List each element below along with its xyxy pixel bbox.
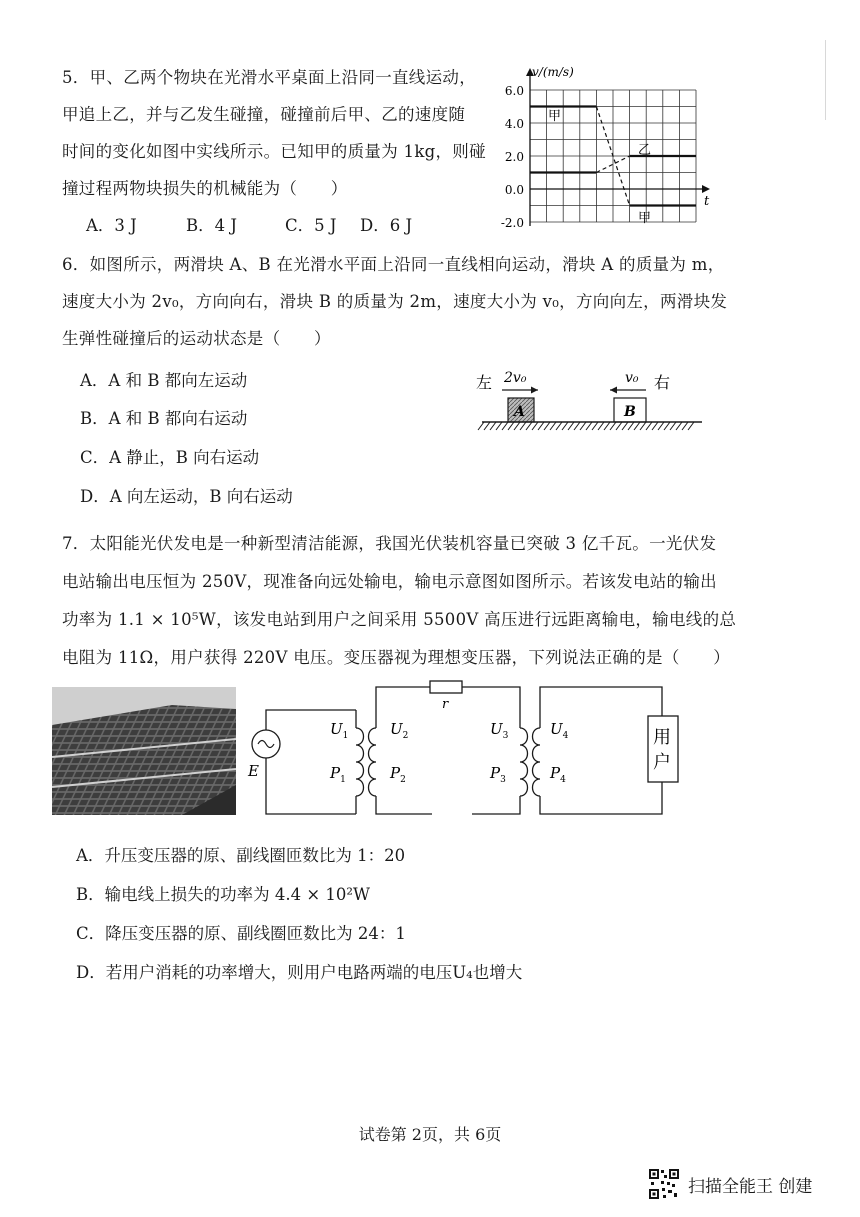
velocity-time-chart bbox=[470, 62, 720, 237]
hatch-mark bbox=[646, 422, 652, 430]
coil bbox=[369, 728, 377, 796]
y-tick-label: -2.0 bbox=[500, 216, 524, 230]
x-axis-label: t bbox=[704, 194, 710, 209]
q6-option-d: D．A 向左运动，B 向右运动 bbox=[80, 487, 293, 506]
hatch-mark bbox=[628, 422, 634, 430]
label-u4: $U_4$ bbox=[550, 720, 569, 741]
ground-hatch bbox=[478, 422, 694, 430]
hatch-mark bbox=[526, 422, 532, 430]
chart-axes bbox=[526, 68, 710, 226]
chart-ticks bbox=[501, 84, 524, 230]
q5-option-b: B．4 J bbox=[186, 216, 237, 235]
x-axis-arrow bbox=[702, 185, 710, 193]
hatch-mark bbox=[682, 422, 688, 430]
hatch-mark bbox=[604, 422, 610, 430]
hatch-mark bbox=[514, 422, 520, 430]
hatch-mark bbox=[568, 422, 574, 430]
q5-line-4: 撞过程两物块损失的机械能为（ ） bbox=[62, 179, 348, 198]
hatch-mark bbox=[616, 422, 622, 430]
label-right: 右 bbox=[654, 373, 671, 392]
resistor-label: r bbox=[442, 697, 449, 712]
q5-option-d: D．6 J bbox=[360, 216, 413, 235]
y-axis-label: v/(m/s) bbox=[532, 65, 574, 79]
user-label-bottom: 户 bbox=[653, 752, 671, 773]
label-u1: $U_1$ bbox=[330, 720, 349, 741]
hatch-mark bbox=[598, 422, 604, 430]
hatch-mark bbox=[586, 422, 592, 430]
y-tick-label: 0.0 bbox=[504, 183, 524, 197]
label-u3: $U_3$ bbox=[490, 720, 509, 741]
hatch-mark bbox=[688, 422, 694, 430]
hatch-mark bbox=[658, 422, 664, 430]
hatch-mark bbox=[520, 422, 526, 430]
solar-panel-photo bbox=[52, 687, 236, 815]
q5-line-3: 时间的变化如图中实线所示。已知甲的质量为 1kg，则碰 bbox=[62, 142, 486, 161]
block-a-label: A bbox=[514, 404, 525, 420]
hatch-mark bbox=[670, 422, 676, 430]
q5-option-a: A．3 J bbox=[86, 216, 137, 235]
q5-line-1: 5．甲、乙两个物块在光滑水平桌面上沿同一直线运动， bbox=[62, 68, 476, 87]
y-tick-label: 4.0 bbox=[504, 117, 524, 131]
hatch-mark bbox=[610, 422, 616, 430]
hatch-mark bbox=[490, 422, 496, 430]
series-label-jia: 甲 bbox=[548, 109, 562, 124]
q6-line-2: 速度大小为 2v₀，方向向右，滑块 B 的质量为 2m，速度大小为 v₀，方向向左，两滑块发 bbox=[62, 292, 728, 311]
q7-option-c: C．降压变压器的原、副线圈匝数比为 24：1 bbox=[76, 924, 406, 943]
coil bbox=[533, 728, 541, 796]
velocity-a-label: 2v₀ bbox=[504, 370, 527, 386]
hatch-mark bbox=[574, 422, 580, 430]
block-b-label: B bbox=[624, 404, 636, 420]
hatch-mark bbox=[508, 422, 514, 430]
label-p4: $P_4$ bbox=[550, 764, 566, 785]
hatch-mark bbox=[496, 422, 502, 430]
series-label-jia-end: 甲 bbox=[638, 211, 652, 226]
hatch-mark bbox=[640, 422, 646, 430]
q7-option-d: D．若用户消耗的功率增大，则用户电路两端的电压U₄也增大 bbox=[76, 963, 523, 982]
hatch-mark bbox=[556, 422, 562, 430]
hatch-mark bbox=[676, 422, 682, 430]
q7-option-b: B．输电线上损失的功率为 4.4 × 10²W bbox=[76, 885, 370, 904]
q6-option-b: B．A 和 B 都向右运动 bbox=[80, 409, 248, 428]
label-left: 左 bbox=[476, 373, 493, 392]
scanner-watermark bbox=[648, 1168, 812, 1200]
label-p1: $P_1$ bbox=[330, 764, 346, 785]
hatch-mark bbox=[544, 422, 550, 430]
coil bbox=[520, 728, 528, 796]
user-label-top: 用 bbox=[653, 727, 671, 748]
y-tick-label: 2.0 bbox=[504, 150, 524, 164]
hatch-mark bbox=[652, 422, 658, 430]
qr-code-icon bbox=[648, 1168, 680, 1200]
scan-edge bbox=[825, 40, 826, 120]
page-footer: 试卷第 2页，共 6页 bbox=[358, 1125, 502, 1144]
q5-option-c: C．5 J bbox=[285, 216, 337, 235]
q7-line-3: 功率为 1.1 × 10⁵W，该发电站到用户之间采用 5500V 高压进行远距离输电，输电线的总 bbox=[62, 610, 737, 629]
coil bbox=[356, 728, 364, 796]
hatch-mark bbox=[634, 422, 640, 430]
hatch-mark bbox=[580, 422, 586, 430]
q6-option-a: A．A 和 B 都向左运动 bbox=[80, 371, 248, 390]
label-p2: $P_2$ bbox=[390, 764, 406, 785]
velocity-b-label: v₀ bbox=[625, 370, 639, 386]
label-u2: $U_2$ bbox=[390, 720, 409, 741]
hatch-mark bbox=[484, 422, 490, 430]
hatch-mark bbox=[622, 422, 628, 430]
hatch-mark bbox=[562, 422, 568, 430]
q6-option-c: C．A 静止，B 向右运动 bbox=[80, 448, 260, 467]
resistor bbox=[430, 681, 462, 693]
label-p3: $P_3$ bbox=[490, 764, 506, 785]
hatch-mark bbox=[502, 422, 508, 430]
q7-line-2: 电站输出电压恒为 250V，现准备向远处输电，输电示意图如图所示。若该发电站的输出 bbox=[62, 572, 717, 591]
q7-option-a: A．升压变压器的原、副线圈匝数比为 1：20 bbox=[76, 846, 406, 865]
hatch-mark bbox=[532, 422, 538, 430]
q6-line-1: 6．如图所示，两滑块 A、B 在光滑水平面上沿同一直线相向运动，滑块 A 的质量为 m， bbox=[62, 255, 725, 274]
transformer-coils bbox=[356, 728, 540, 796]
q7-line-4: 电阻为 11Ω，用户获得 220V 电压。变压器视为理想变压器，下列说法正确的是（ ） bbox=[62, 648, 731, 667]
q5-line-2: 甲追上乙，并与乙发生碰撞，碰撞前后甲、乙的速度随 bbox=[62, 105, 466, 124]
q6-line-3: 生弹性碰撞后的运动状态是（ ） bbox=[62, 329, 331, 348]
hatch-mark bbox=[664, 422, 670, 430]
collision-figure bbox=[470, 362, 710, 442]
q7-line-1: 7．太阳能光伏发电是一种新型清洁能源，我国光伏装机容量已突破 3 亿千瓦。一光伏发 bbox=[62, 534, 717, 553]
series-label-yi: 乙 bbox=[638, 143, 652, 158]
hatch-mark bbox=[478, 422, 484, 430]
hatch-mark bbox=[550, 422, 556, 430]
hatch-mark bbox=[538, 422, 544, 430]
y-tick-label: 6.0 bbox=[504, 84, 524, 98]
scanner-brand-text: 扫描全能王 创建 bbox=[688, 1176, 813, 1197]
transmission-circuit bbox=[244, 676, 684, 824]
source-label: E bbox=[248, 762, 259, 780]
hatch-mark bbox=[592, 422, 598, 430]
